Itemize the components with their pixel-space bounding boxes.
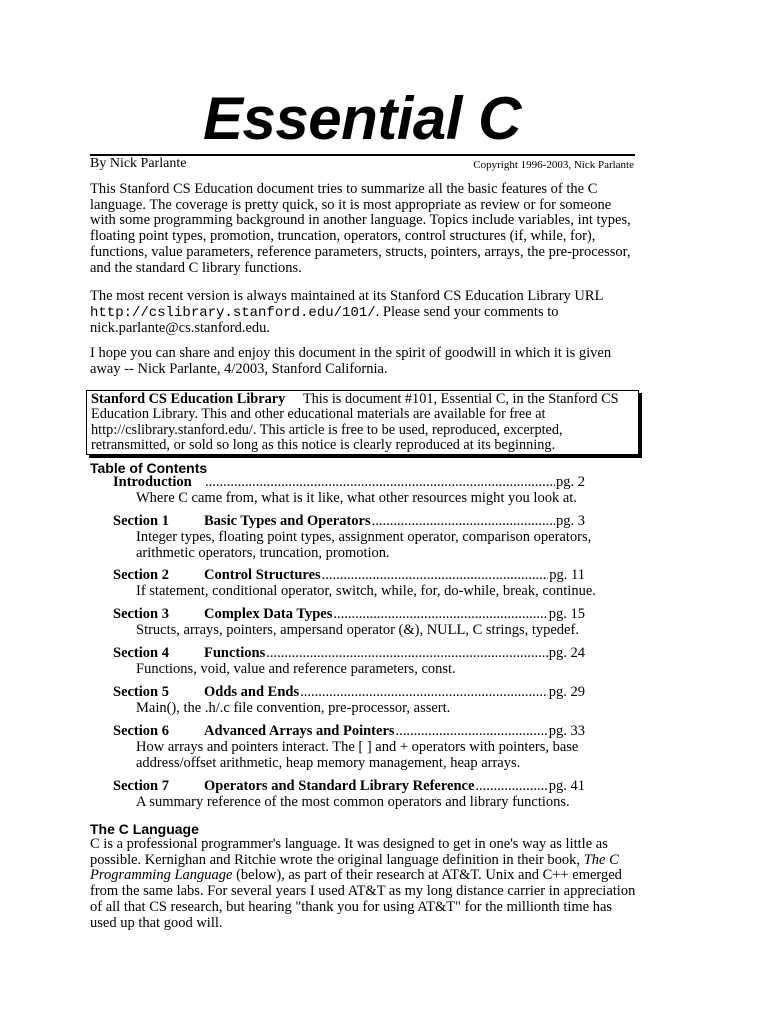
intro-text-2-end: . Please send your comments to nick.parlante@cs.stanford.edu. — [90, 303, 559, 337]
book-title: The C Programming Language — [90, 851, 619, 884]
toc-leader-dots — [372, 514, 555, 530]
toc-page-number: pg. 41 — [548, 779, 585, 794]
library-url[interactable]: http://cslibrary.stanford.edu/101/ — [90, 304, 376, 321]
library-notice-box — [86, 390, 639, 455]
toc-section-label: Section 5 — [113, 685, 169, 700]
toc-section-title: Complex Data Types — [204, 607, 333, 622]
author-byline: By Nick Parlante — [90, 156, 187, 171]
toc-page-number: pg. 11 — [549, 568, 585, 583]
toc-description: Structs, arrays, pointers, ampersand operator (&), NULL, C strings, typedef. — [136, 622, 579, 638]
toc-leader-dots — [333, 607, 547, 623]
toc-description: If statement, conditional operator, switch, while, for, do-while, break, continue. — [136, 583, 596, 599]
document-title: Essential C — [203, 85, 521, 152]
intro-text-1: This Stanford CS Education document tries to summarize all the basic features of the C language. The coverage is pretty quick, so it is most appropriate as review or for someone with some programming background in another language. Topics include variables, int types, floating point types, promotion, truncation, operators, control structures (if, while, for), functions, value parameters, reference parameters, structs, pointers, arrays, the pre-processor, and the standard C library functions. — [90, 181, 631, 276]
toc-section-label: Section 6 — [113, 724, 169, 739]
toc-description: A summary reference of the most common operators and library functions. — [136, 794, 570, 810]
c-language-paragraph — [90, 837, 636, 931]
toc-section-title: Basic Types and Operators — [204, 514, 371, 529]
notice-text: This is document #101, Essential C, in the Stanford CS Education Library. This and other educational materials are available for free at http://cslibrary.stanford.edu/. This article is free to be used, reproduced, excerpted, retransmitted, or sold so long as this notice is clearly reproduced at its beginning. — [91, 391, 623, 454]
intro-text-2: The most recent version is always maintained at its Stanford CS Education Library URL — [90, 288, 603, 304]
toc-section-title: Advanced Arrays and Pointers — [204, 724, 395, 739]
toc-section-title: Functions — [204, 646, 266, 661]
copyright-notice: Copyright 1996-2003, Nick Parlante — [473, 159, 634, 171]
toc-description: Functions, void, value and reference parameters, const. — [136, 661, 456, 677]
toc-leader-dots — [205, 475, 555, 491]
intro-paragraph-3 — [90, 346, 636, 377]
intro-paragraph-2 — [90, 289, 636, 337]
toc-description: How arrays and pointers interact. The [ ] and + operators with pointers, base address/offset arithmetic, heap memory management, heap arrays. — [136, 739, 579, 771]
toc-page-number: pg. 2 — [556, 475, 585, 490]
c-language-text-end: (below), as part of their research at AT&T. Unix and C++ emerged from the same labs. For several years I used AT&T as my long distance carrier in appreciation of all that CS research, but hearing "thank you for using AT&T" for the millionth time has used up that good will. — [90, 867, 636, 931]
toc-section-label: Section 4 — [113, 646, 169, 661]
toc-section-title: Operators and Standard Library Reference — [204, 779, 475, 794]
toc-section-title: Odds and Ends — [204, 685, 300, 700]
toc-leader-dots — [266, 646, 548, 662]
notice-heading: Stanford CS Education Library — [91, 391, 286, 407]
intro-text-3: I hope you can share and enjoy this document in the spirit of goodwill in which it is given away -- Nick Parlante, 4/2003, Stanford California. — [90, 345, 612, 377]
toc-description: Main(), the .h/.c file convention, pre-processor, assert. — [136, 700, 451, 716]
toc-page-number: pg. 3 — [556, 514, 585, 529]
toc-page-number: pg. 15 — [548, 607, 585, 622]
toc-section-label: Section 3 — [113, 607, 169, 622]
toc-page-number: pg. 24 — [548, 646, 585, 661]
intro-paragraph-1 — [90, 182, 636, 276]
toc-page-number: pg. 29 — [548, 685, 585, 700]
toc-section-label: Section 7 — [113, 779, 169, 794]
toc-section-label: Section 2 — [113, 568, 169, 583]
c-language-heading: The C Language — [90, 821, 199, 837]
toc-section-title: Control Structures — [204, 568, 321, 583]
toc-page-number: pg. 33 — [548, 724, 585, 739]
toc-leader-dots — [322, 568, 549, 584]
toc-leader-dots — [396, 724, 548, 740]
toc-description: Integer types, floating point types, assignment operator, comparison operators, arithmetic operators, truncation, promotion. — [136, 529, 592, 561]
c-language-text: C is a professional programmer's language. It was designed to get in one's way as little as possible. Kernighan and Ritchie wrote the original language definition in their book, — [90, 836, 608, 868]
toc-leader-dots — [300, 685, 548, 701]
toc-section-label: Section 1 — [113, 514, 169, 529]
toc-heading: Table of Contents — [90, 460, 208, 476]
toc-section-label: Introduction — [113, 475, 192, 490]
toc-leader-dots — [475, 779, 547, 795]
toc-description: Where C came from, what is it like, what other resources might you look at. — [136, 490, 577, 506]
